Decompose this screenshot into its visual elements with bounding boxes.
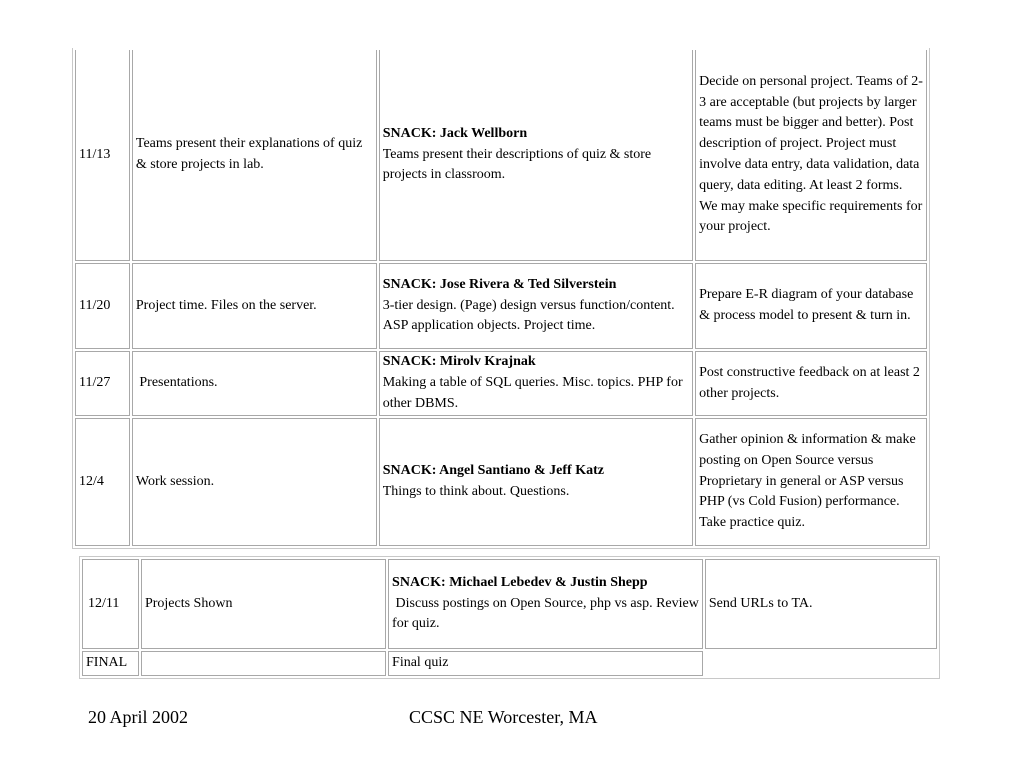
snack-label: SNACK: Mirolv Krajnak <box>382 354 536 370</box>
lab-activity-cell: Presentations. <box>132 351 377 416</box>
class-activity-text: Teams present their descriptions of quiz & store projects in classroom. <box>382 146 652 183</box>
assignment-cell <box>705 651 937 676</box>
snack-label: SNACK: Angel Santiano & Jeff Katz <box>382 463 604 479</box>
class-activity-text: Things to think about. Questions. <box>382 484 570 499</box>
date-cell: 12/11 <box>82 559 139 649</box>
assignment-cell: Post constructive feedback on at least 2 other projects. <box>695 351 927 416</box>
snack-label: SNACK: Jack Wellborn <box>382 125 528 141</box>
footer-date: 20 April 2002 <box>88 707 189 727</box>
schedule-table-continued <box>79 556 940 679</box>
class-activity-cell: Final quiz <box>388 651 703 676</box>
schedule-table <box>72 48 930 549</box>
table-row <box>82 651 937 676</box>
class-activity-text: Discuss postings on Open Source, php vs asp. Review for quiz. <box>392 595 703 632</box>
table-row <box>75 418 927 546</box>
date-cell: 11/13 <box>75 50 130 261</box>
class-activity-cell <box>388 559 703 649</box>
lab-activity-cell: Work session. <box>132 418 377 546</box>
assignment-cell: Send URLs to TA. <box>705 559 937 649</box>
class-activity-cell <box>379 351 693 416</box>
date-cell: 11/20 <box>75 263 130 349</box>
class-activity-cell <box>379 50 693 261</box>
snack-label: SNACK: Jose Rivera & Ted Silverstein <box>382 276 617 292</box>
date-cell: FINAL <box>82 651 139 676</box>
lab-activity-cell: Projects Shown <box>141 559 386 649</box>
class-activity-text: 3-tier design. (Page) design versus function/content. ASP application objects. Project time. <box>382 297 675 334</box>
assignment-cell: Decide on personal project. Teams of 2-3 are acceptable (but projects by larger teams must be bigger and better). Post description of project. Project must involve data entry, data validation, data query, data editing. At least 2 forms. We may make specific requirements for your project. <box>695 50 927 261</box>
class-activity-text: Making a table of SQL queries. Misc. topics. PHP for other DBMS. <box>382 375 683 411</box>
date-cell: 11/27 <box>75 351 130 416</box>
lab-activity-cell: Project time. Files on the server. <box>132 263 377 349</box>
date-cell: 12/4 <box>75 418 130 546</box>
footer-venue: CCSC NE Worcester, MA <box>409 707 598 727</box>
snack-label: SNACK: Michael Lebedev & Justin Shepp <box>392 574 648 590</box>
assignment-cell: Prepare E-R diagram of your database & process model to present & turn in. <box>695 263 927 349</box>
table-row <box>75 50 927 261</box>
lab-activity-cell: Teams present their explanations of quiz & store projects in lab. <box>132 50 377 261</box>
table-row <box>75 263 927 349</box>
assignment-cell: Gather opinion & information & make posting on Open Source versus Proprietary in general or ASP versus PHP (vs Cold Fusion) performance. Take practice quiz. <box>695 418 927 546</box>
table-row <box>75 351 927 416</box>
class-activity-cell <box>379 263 693 349</box>
class-activity-cell <box>379 418 693 546</box>
lab-activity-cell <box>141 651 386 676</box>
table-row <box>82 559 937 649</box>
